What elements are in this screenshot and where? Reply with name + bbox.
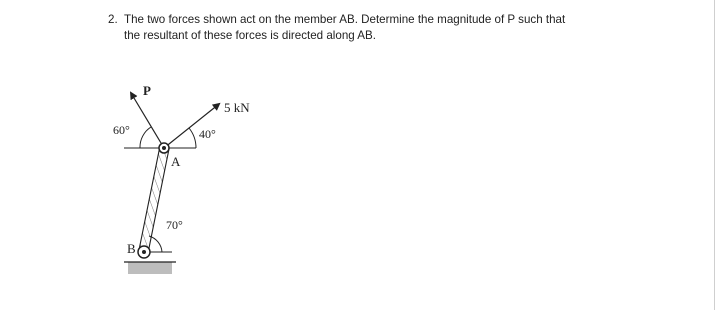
angle-40-label: 40° [199,127,216,141]
member-ab [139,146,169,253]
force-5kn-arrow [164,104,219,148]
pin-a-center [162,146,166,150]
angle-60-label: 60° [113,123,130,137]
angle-40-arc [189,128,196,148]
point-b-label: B [127,241,136,256]
force-p-arrow [131,93,164,148]
angle-70-label: 70° [166,218,183,232]
problem-text-line-1: The two forces shown act on the member AB. Determine the magnitude of P such that [124,13,566,26]
problem-text-line-2: the resultant of these forces is directed along AB. [124,29,376,42]
angle-60-arc [140,127,151,148]
force-p-label: P [143,83,151,98]
force-5kn-label: 5 kN [224,100,250,115]
pin-b-center [142,250,146,254]
ground-support [128,262,172,274]
problem-number: 2. [108,13,118,26]
point-a-label: A [171,154,181,169]
